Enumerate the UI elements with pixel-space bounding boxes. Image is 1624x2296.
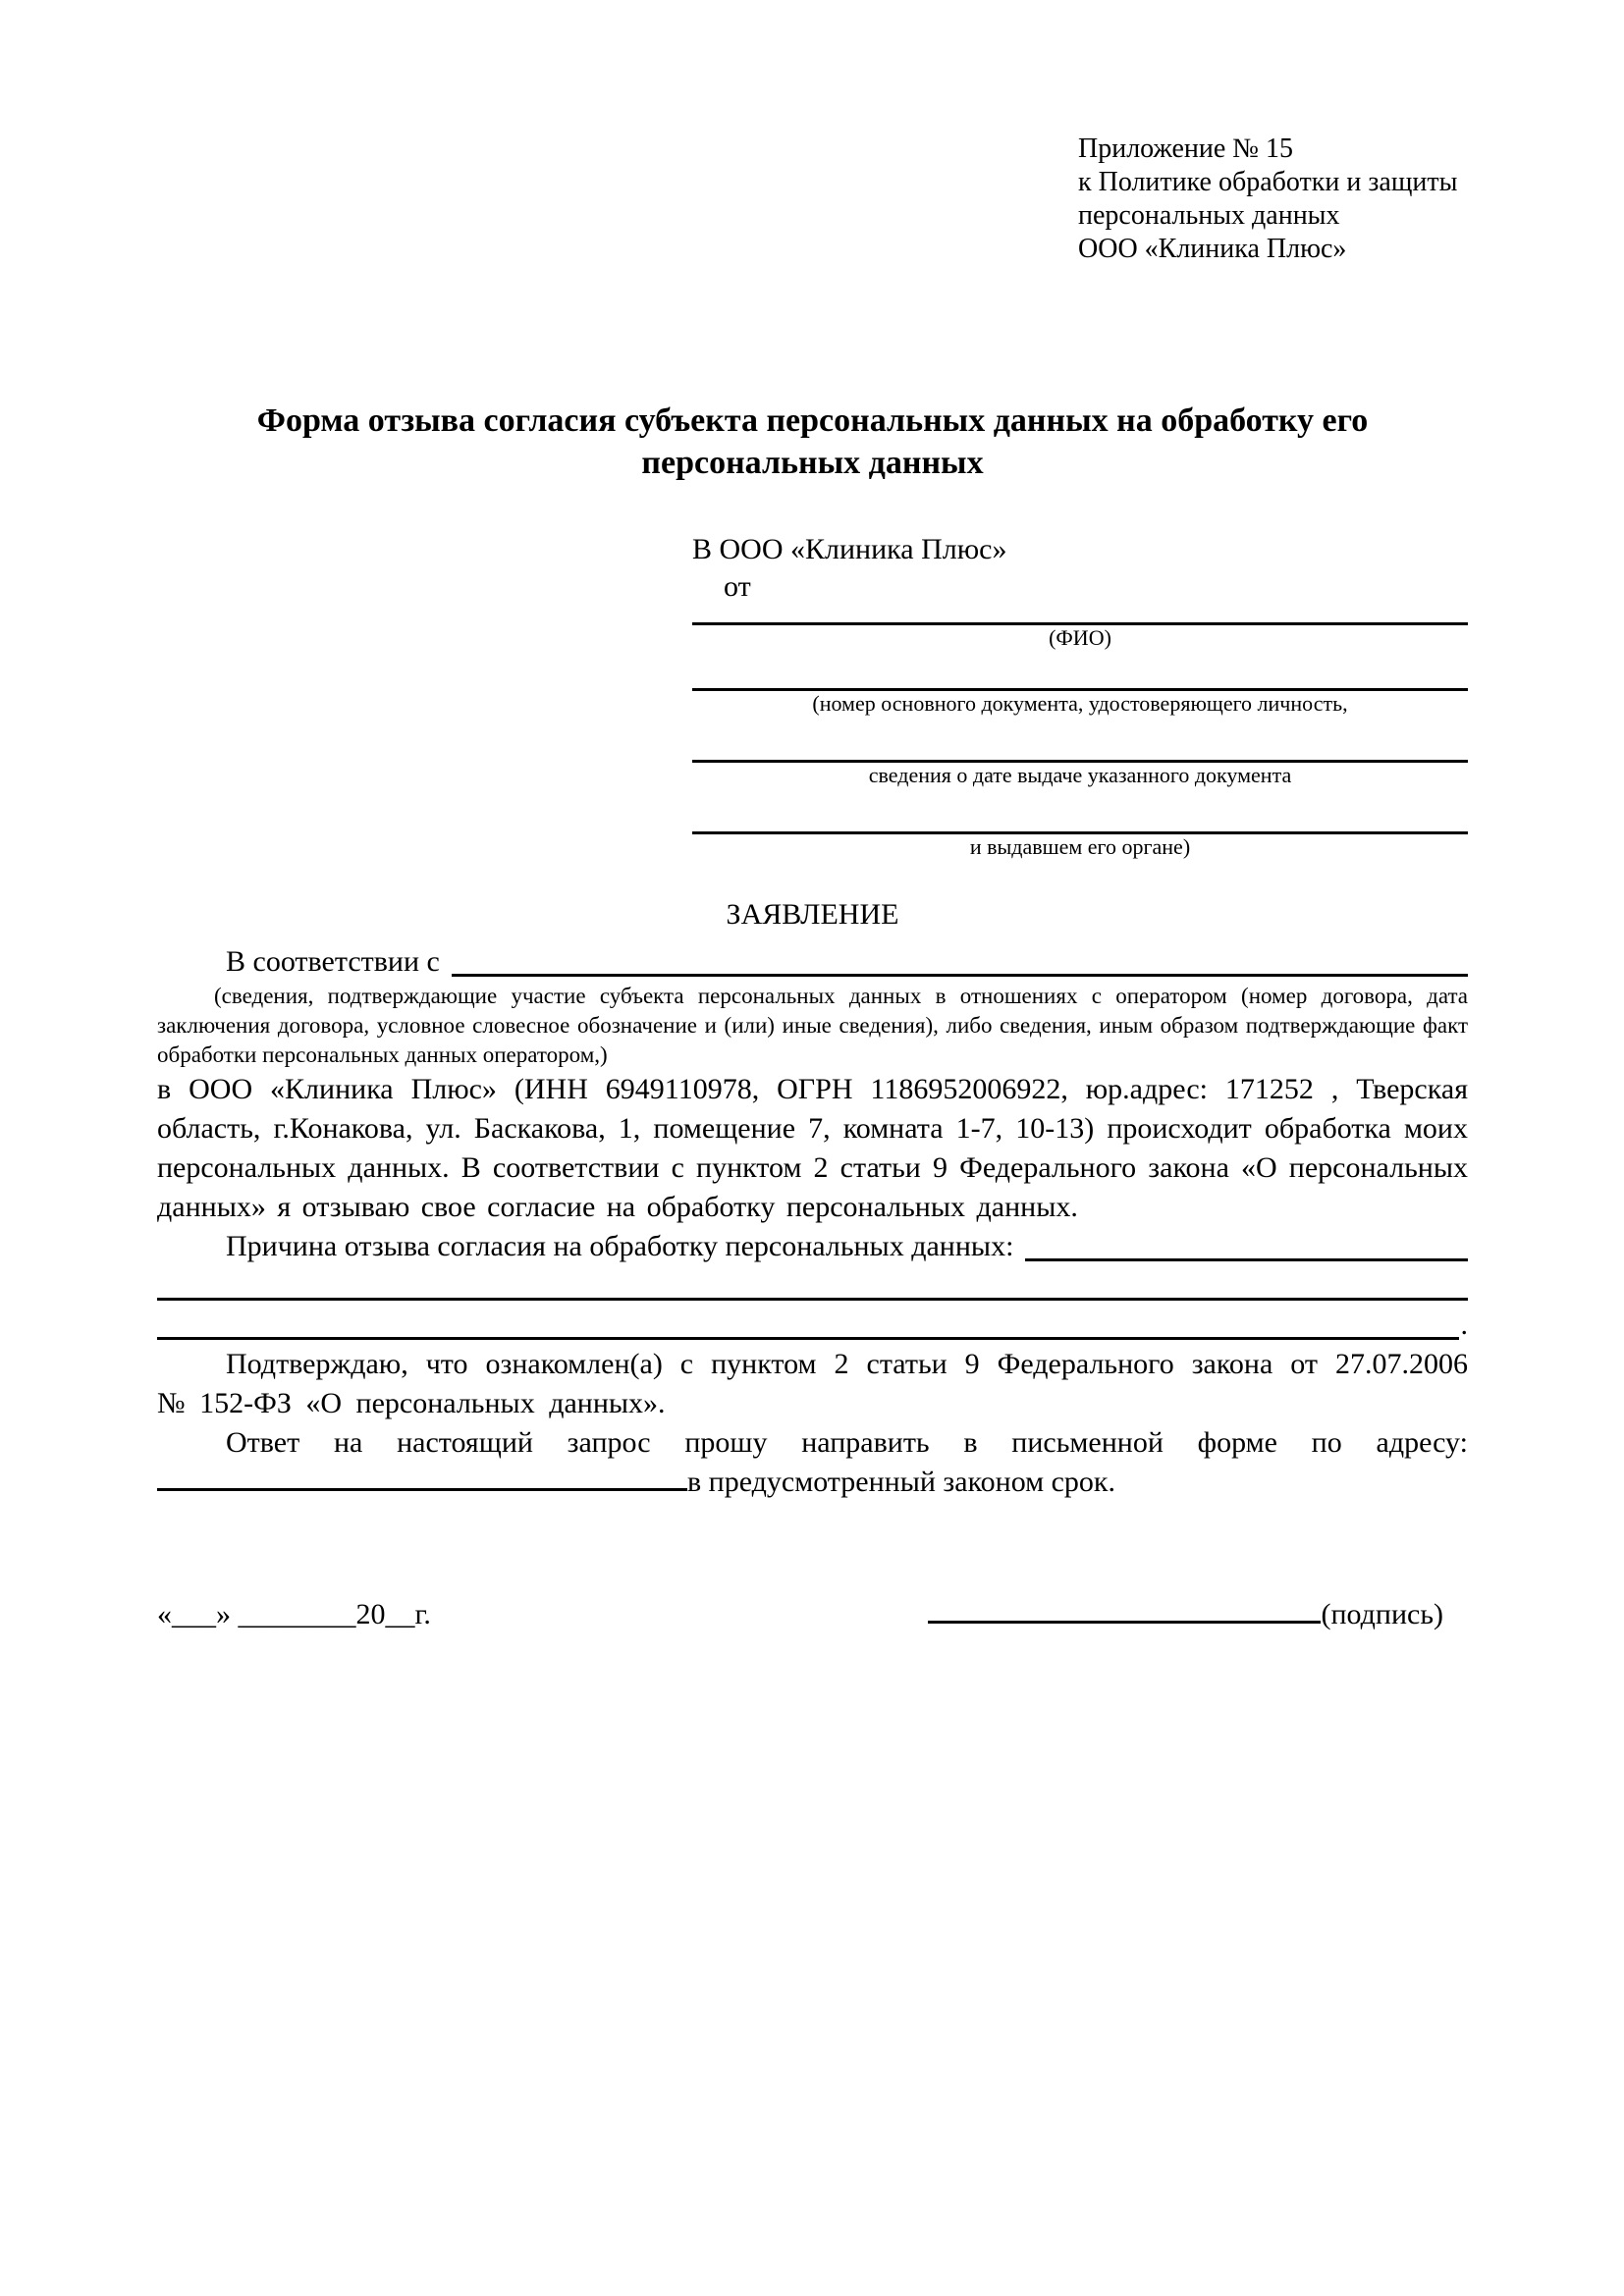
blank-line: [157, 1337, 1459, 1340]
response-address-line: [157, 1463, 1468, 1502]
intro-prefix: В соответствии с: [226, 945, 440, 978]
response-request-line: Ответ на настоящий запрос прошу направить в письменной форме по адресу:: [226, 1426, 1468, 1459]
footnote-text: (сведения, подтверждающие участие субъекта персональных данных в отношениях с оператором (номер договора, дата заключения договора, условное словесное обозначение и (или) иные сведения), либо сведения, иным образом подтверждающие факт обработки персональных данных оператором,): [157, 984, 1468, 1067]
reason-extra-blank-line-1: [157, 1266, 1468, 1306]
fio-blank-line: [692, 606, 1468, 625]
fio-caption: (ФИО): [1049, 625, 1111, 650]
blank-line: [157, 1298, 1468, 1301]
signature-blank-line: [928, 1621, 1321, 1624]
document-number-field: [692, 651, 1468, 717]
confirmation-paragraph: Подтверждаю, что ознакомлен(а) с пунктом 2 статьи 9 Федерального закона от 27.07.2006 № 152-ФЗ «О персональных данных».: [157, 1348, 1468, 1419]
intro-blank-line: [452, 974, 1468, 977]
response-suffix: в предусмотренный законом срок.: [687, 1466, 1115, 1498]
statement-heading: ЗАЯВЛЕНИЕ: [726, 898, 899, 931]
addressee-company: В ООО «Клиника Плюс»: [692, 533, 1007, 565]
document-number-caption: (номер основного документа, удостоверяющего личность,: [812, 691, 1348, 716]
reason-label: Причина отзыва согласия на обработку персональных данных:: [226, 1230, 1014, 1262]
blank-line-period: .: [1460, 1308, 1468, 1341]
signature-caption: (подпись): [1321, 1598, 1443, 1630]
addressee-from-label: от: [724, 570, 751, 603]
appendix-policy-line-2: персональных данных: [1078, 200, 1340, 231]
reason-blank-line: [1025, 1258, 1468, 1261]
document-number-blank-line: [692, 651, 1468, 691]
issuing-authority-field: [692, 788, 1468, 860]
intro-line: [157, 942, 1468, 982]
body-paragraph: в ООО «Клиника Плюс» (ИНН 6949110978, ОГРН 1186952006922, юр.адрес: 171252 , Тверская область, г.Конакова, ул. Баскакова, 1, помещение 7, комната 1-7, 10-13) происходит обработка моих персональных данных. В соответствии с пунктом 2 статьи 9 Федерального закона «О персональных данных» я отзываю свое согласие на обработку персональных данных.: [157, 1073, 1468, 1223]
issue-date-blank-line: [692, 717, 1468, 763]
address-blank-line: [157, 1488, 687, 1491]
document-title: Форма отзыва согласия субъекта персональных данных на обработку его персональных данных: [256, 402, 1369, 481]
issue-date-field: [692, 717, 1468, 788]
reason-extra-blank-line-2: [157, 1306, 1468, 1345]
appendix-company: ООО «Клиника Плюс»: [1078, 234, 1347, 264]
appendix-policy-line: к Политике обработки и защиты: [1078, 167, 1458, 197]
appendix-number: Приложение № 15: [1078, 133, 1293, 164]
issuing-authority-blank-line: [692, 788, 1468, 834]
issue-date-caption: сведения о дате выдаче указанного документа: [868, 763, 1292, 787]
fio-field: [692, 606, 1468, 651]
signature-area: [928, 1595, 1443, 1634]
addressee-block: [692, 531, 1468, 860]
issuing-authority-caption: и выдавшем его органе): [969, 834, 1191, 859]
appendix-header: [1078, 133, 1468, 266]
signature-row: [157, 1595, 1468, 1634]
date-line: «___» ________20__г.: [157, 1598, 431, 1630]
reason-line: [157, 1227, 1468, 1266]
